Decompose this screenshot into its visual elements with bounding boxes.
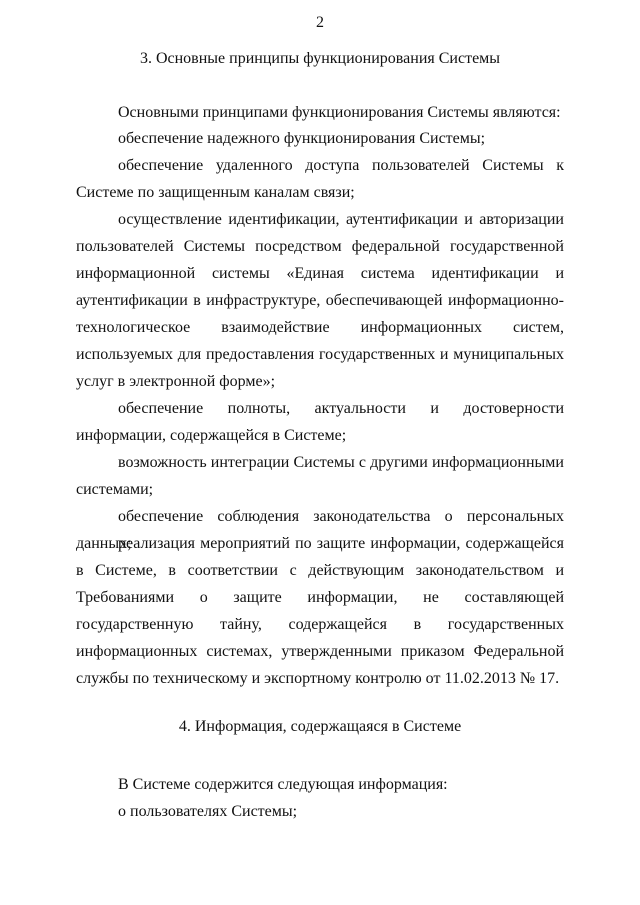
paragraph: обеспечение соблюдения законодательства о персональных данных; <box>76 508 564 552</box>
paragraph: обеспечение надежного функционирования Системы; <box>118 130 486 147</box>
paragraph: Основными принципами функционирования Системы являются: <box>118 104 561 121</box>
section-4-heading: 4. Информация, содержащаяся в Системе <box>178 718 462 735</box>
paragraph: обеспечение удаленного доступа пользователей Системы к Системе по защищенным каналам связи; <box>76 157 564 201</box>
paragraph: о пользователях Системы; <box>118 803 298 820</box>
paragraph: возможность интеграции Системы с другими информационными системами; <box>76 454 564 498</box>
paragraph: осуществление идентификации, аутентификации и авторизации пользователей Системы посредством федеральной государственной информационной системы «Единая система идентификации и аутентификации в инфраструктуре, обеспечивающей информационно-технологическое взаимодействие информационных систем, используемых для предоставления государственных и муниципальных услуг в электронной форме»; <box>76 211 564 390</box>
page-number: 2 <box>316 14 324 31</box>
section-3-heading: 3. Основные принципы функционирования Системы <box>139 50 501 67</box>
paragraph: реализация мероприятий по защите информации, содержащейся в Системе, в соответствии с действующим законодательством и Требованиями о защите информации, не составляющей государственную тайну, содержащейся в государственных информационных системах, утвержденными приказом Федеральной службы по техническому и экспортному контролю от 11.02.2013 № 17. <box>76 535 564 687</box>
paragraph: обеспечение полноты, актуальности и достоверности информации, содержащейся в Системе; <box>76 400 564 444</box>
paragraph: В Системе содержится следующая информация: <box>118 776 448 793</box>
